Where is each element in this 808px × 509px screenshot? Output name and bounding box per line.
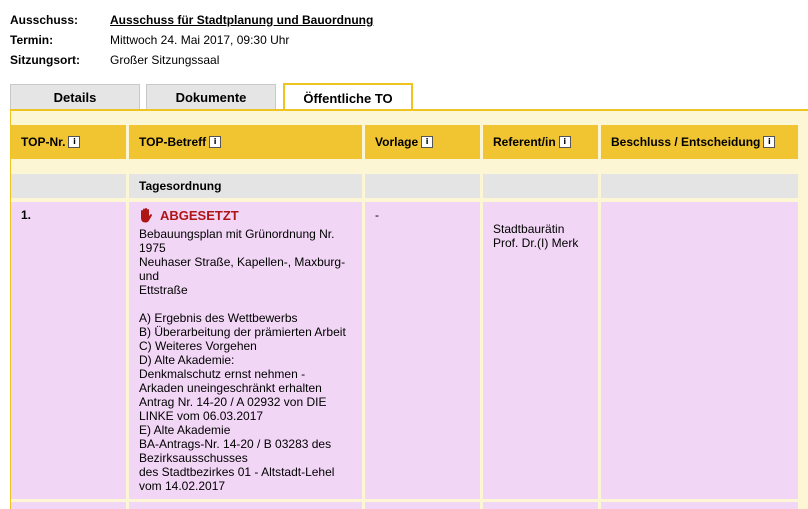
section-cell-empty — [365, 174, 480, 198]
header-beschluss-label: Beschluss / Entscheidung — [611, 135, 761, 149]
agenda-table — [10, 111, 808, 509]
ort-value: Großer Sitzungssaal — [110, 53, 220, 67]
header-referent-label: Referent/in — [493, 135, 556, 149]
status-badge — [139, 207, 352, 223]
header-top-nr-label: TOP-Nr. — [21, 135, 66, 149]
row-2-partial — [11, 502, 126, 509]
tab-oeffentliche-to[interactable]: Öffentliche TO — [283, 83, 413, 111]
header-beschluss — [601, 125, 798, 159]
header-vorlage — [365, 125, 480, 159]
header-vorlage-label: Vorlage — [375, 135, 419, 149]
row-2-partial — [601, 502, 798, 509]
termin-label: Termin: — [10, 33, 54, 47]
info-icon[interactable]: i — [68, 136, 80, 148]
ausschuss-label: Ausschuss: — [10, 13, 79, 27]
row-1-beschluss — [601, 202, 798, 499]
meta-row-ort — [10, 50, 373, 70]
section-cell-empty — [11, 174, 126, 198]
ort-label: Sitzungsort: — [10, 53, 80, 67]
row-2-partial — [129, 502, 362, 509]
meeting-meta — [10, 10, 373, 70]
row-2-partial — [483, 502, 598, 509]
header-top-betreff — [129, 125, 362, 159]
info-icon[interactable]: i — [559, 136, 571, 148]
row-1-referent — [483, 202, 598, 499]
header-top-nr — [11, 125, 126, 159]
section-cell-empty — [601, 174, 798, 198]
meta-row-termin — [10, 30, 373, 50]
termin-value: Mittwoch 24. Mai 2017, 09:30 Uhr — [110, 33, 290, 47]
info-icon[interactable]: i — [209, 136, 221, 148]
meta-row-ausschuss — [10, 10, 373, 30]
status-text: ABGESETZT — [160, 207, 239, 223]
info-icon[interactable]: i — [421, 136, 433, 148]
info-icon[interactable]: i — [763, 136, 775, 148]
stop-hand-icon — [139, 207, 153, 223]
ausschuss-link[interactable]: Ausschuss für Stadtplanung und Bauordnung — [110, 13, 374, 27]
row-1-betreff — [129, 202, 362, 499]
vorlage-value: - — [375, 208, 379, 222]
tab-details[interactable]: Details — [10, 84, 140, 110]
tab-bar — [10, 84, 808, 110]
section-cell-empty — [483, 174, 598, 198]
row-1-vorlage — [365, 202, 480, 499]
header-referent — [483, 125, 598, 159]
referent-value: Stadtbaurätin Prof. Dr.(I) Merk — [493, 222, 579, 250]
row-2-partial — [365, 502, 480, 509]
header-top-betreff-label: TOP-Betreff — [139, 135, 207, 149]
tab-dokumente[interactable]: Dokumente — [146, 84, 276, 110]
top-nr: 1. — [21, 208, 32, 222]
section-title: Tagesordnung — [129, 174, 362, 198]
betreff-text: Bebauungsplan mit Grünordnung Nr. 1975 Neuhaser Straße, Kapellen-, Maxburg- und Ettstraße A) Ergebnis des Wettbewerbs B) Überarbeitung der prämierten Arbeit C) Weiteres Vorgehen D) Alte Akademie: Denkmalschutz ernst nehmen - Arkaden uneingeschränkt erhalten Antrag Nr. 14-20 / A 02932 von DIE LINKE vom 06.03.2017 E) Alte Akademie BA-Antrags-Nr. 14-20 / B 03283 des Bezirksausschusses des Stadtbezirkes 01 - Altstadt-Lehel vom 14.02.2017 — [139, 227, 346, 493]
row-1-nr — [11, 202, 126, 499]
